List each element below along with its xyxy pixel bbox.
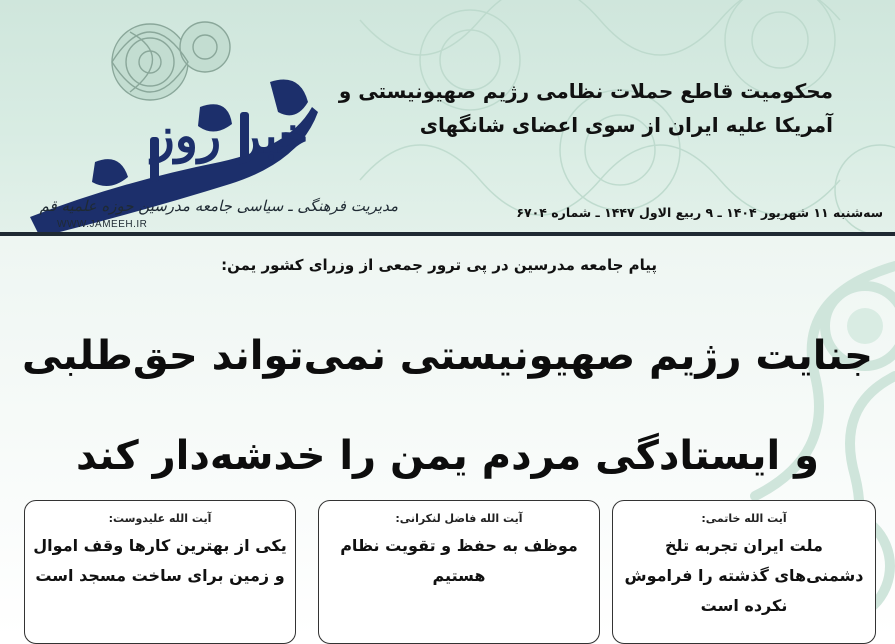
top-headline-line1: محکومیت قاطع حملات نظامی رژیم صهیونیستی و <box>338 79 833 103</box>
box-label: آیت الله خاتمی: <box>701 512 787 525</box>
site-url[interactable]: WWW.JAMEEH.IR <box>57 219 148 230</box>
top-headline[interactable] <box>313 74 833 142</box>
lead-kicker: پیام جامعه مدرسین در پی ترور جمعی از وزرای کشور یمن: <box>221 256 657 274</box>
box-headline: ملت ایران تجربه تلخ دشمنی‌های گذشته را فراموش نکرده است <box>624 536 864 615</box>
logo-text: خبر روز <box>151 108 309 164</box>
box-label: آیت الله علیدوست: <box>108 512 212 525</box>
box-headline: یکی از بهترین کارها وقف اموال و زمین برای ساخت مسجد است <box>33 536 287 585</box>
lead-headline-line2: و ایستادگی مردم یمن را خدشه‌دار کند <box>75 433 819 479</box>
story-box-alidoost[interactable] <box>24 500 296 644</box>
masthead-motto: مدیریت فرهنگی ـ سیاسی جامعه مدرسین حوزه علمیه قم <box>39 197 398 215</box>
lead-headline[interactable] <box>0 306 895 506</box>
top-headline-line2: آمریکا علیه ایران از سوی اعضای شانگهای <box>419 113 833 137</box>
story-box-lankarani[interactable] <box>318 500 600 644</box>
box-headline: موظف به حفظ و تقویت نظام هستیم <box>340 536 578 585</box>
story-box-khatami[interactable] <box>612 500 876 644</box>
floral-ornament <box>112 22 230 100</box>
lead-headline-line1: جنایت رژیم صهیونیستی نمی‌تواند حق‌طلبی <box>22 333 873 379</box>
box-label: آیت الله فاضل لنکرانی: <box>395 512 523 525</box>
masthead-band <box>0 0 895 236</box>
dateline: سه‌شنبه ۱۱ شهریور ۱۴۰۴ ـ ۹ ربیع الاول ۱۴۴۷ ـ شماره ۶۷۰۴ <box>516 205 883 220</box>
